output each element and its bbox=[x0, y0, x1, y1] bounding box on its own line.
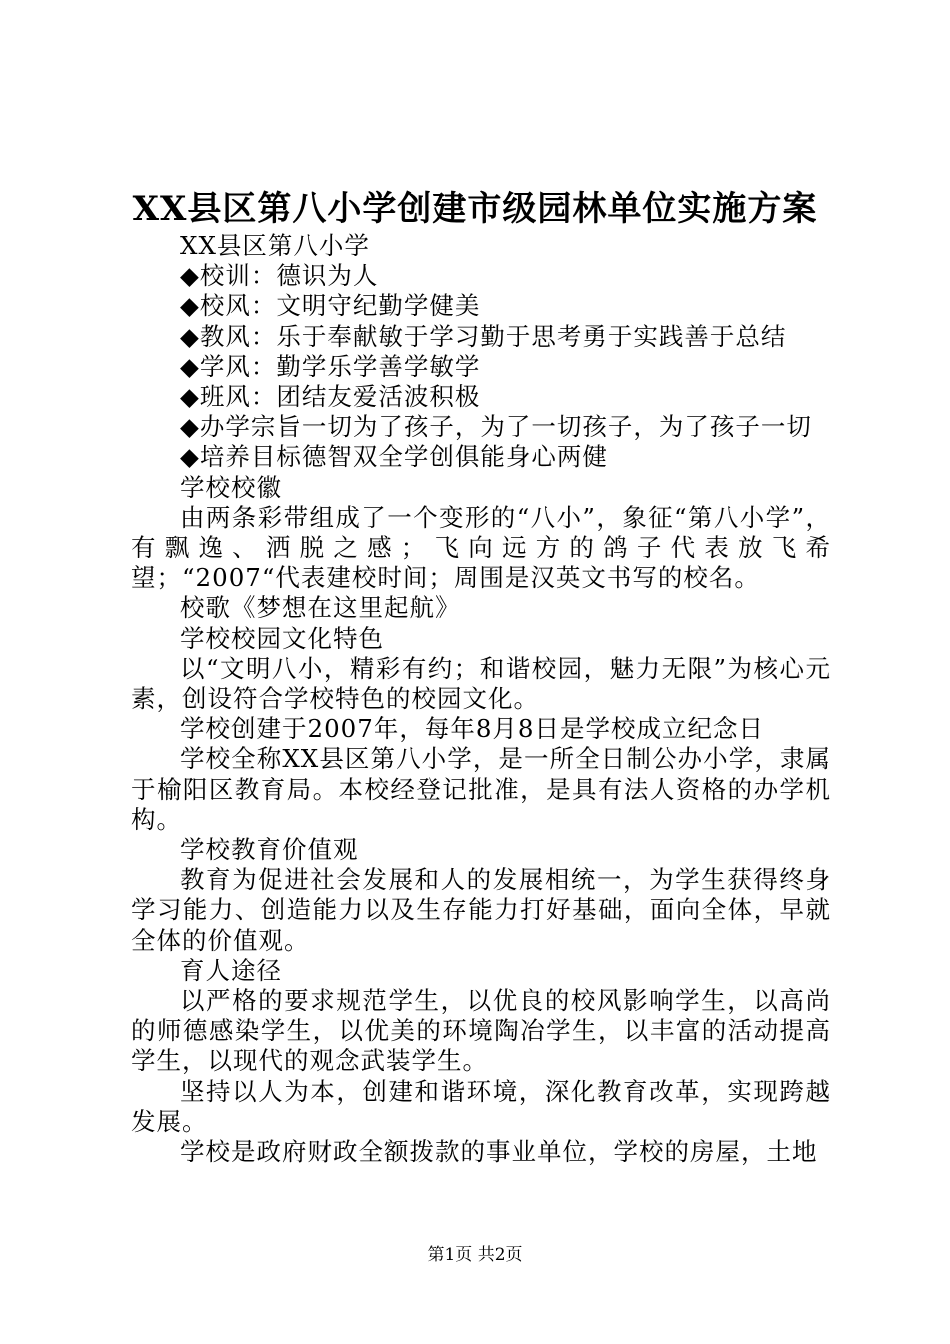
paragraph-heading-values: 学校教育价值观 bbox=[180, 835, 359, 865]
document-body bbox=[131, 231, 831, 1167]
paragraph-heading-education-path: 育人途径 bbox=[180, 955, 282, 985]
paragraph-purpose: ◆办学宗旨一切为了孩子，为了一切孩子，为了孩子一切 bbox=[180, 412, 812, 442]
paragraph-heading-culture: 学校校园文化特色 bbox=[180, 623, 384, 653]
paragraph-founded: 学校创建于2007年，每年8月8日是学校成立纪念日 bbox=[180, 714, 765, 744]
paragraph-school-song: 校歌《梦想在这里起航》 bbox=[180, 593, 461, 623]
paragraph-heading-emblem: 学校校徽 bbox=[180, 472, 282, 502]
document-title: XX县区第八小学创建市级园林单位实施方案 bbox=[132, 189, 818, 229]
paragraph-motto: ◆校训：德识为人 bbox=[180, 261, 379, 291]
paragraph-emblem-desc: 由两条彩带组成了一个变形的“八小”，象征“第八小学”，有飘逸、洒脱之感；飞向远方的鸽子代表放飞希望；“2007“代表建校时间；周围是汉英文书写的校名。 bbox=[131, 502, 831, 593]
paragraph-school-name: XX县区第八小学 bbox=[180, 231, 370, 260]
paragraph-people-oriented: 坚持以人为本，创建和谐环境，深化教育改革，实现跨越发展。 bbox=[131, 1076, 831, 1136]
paragraph-education-path-desc: 以严格的要求规范学生，以优良的校风影响学生，以高尚的师德感染学生，以优美的环境陶冶学生，以丰富的活动提高学生，以现代的观念武装学生。 bbox=[131, 986, 831, 1076]
paragraph-funding: 学校是政府财政全额拨款的事业单位，学校的房屋，土地 bbox=[180, 1137, 818, 1167]
paragraph-culture-desc: 以“文明八小，精彩有约；和谐校园，魅力无限”为核心元素，创设符合学校特色的校园文化。 bbox=[131, 653, 831, 714]
paragraph-class-style: ◆班风：团结友爱活波积极 bbox=[180, 382, 481, 412]
paragraph-school-spirit: ◆校风：文明守纪勤学健美 bbox=[180, 291, 481, 321]
paragraph-values-desc: 教育为促进社会发展和人的发展相统一，为学生获得终身学习能力、创造能力以及生存能力打好基础，面向全体，早就全体的价值观。 bbox=[131, 865, 831, 955]
paragraph-study-style: ◆学风：勤学乐学善学敏学 bbox=[180, 351, 481, 381]
paragraph-goals: ◆培养目标德智双全学创俱能身心两健 bbox=[180, 442, 608, 472]
paragraph-full-name: 学校全称XX县区第八小学，是一所全日制公办小学，隶属于榆阳区教育局。本校经登记批准，是具有法人资格的办学机构。 bbox=[131, 744, 831, 834]
page-number: 第1页 共2页 bbox=[427, 1245, 523, 1265]
paragraph-teaching-style: ◆教风：乐于奉献敏于学习勤于思考勇于实践善于总结 bbox=[180, 321, 787, 351]
